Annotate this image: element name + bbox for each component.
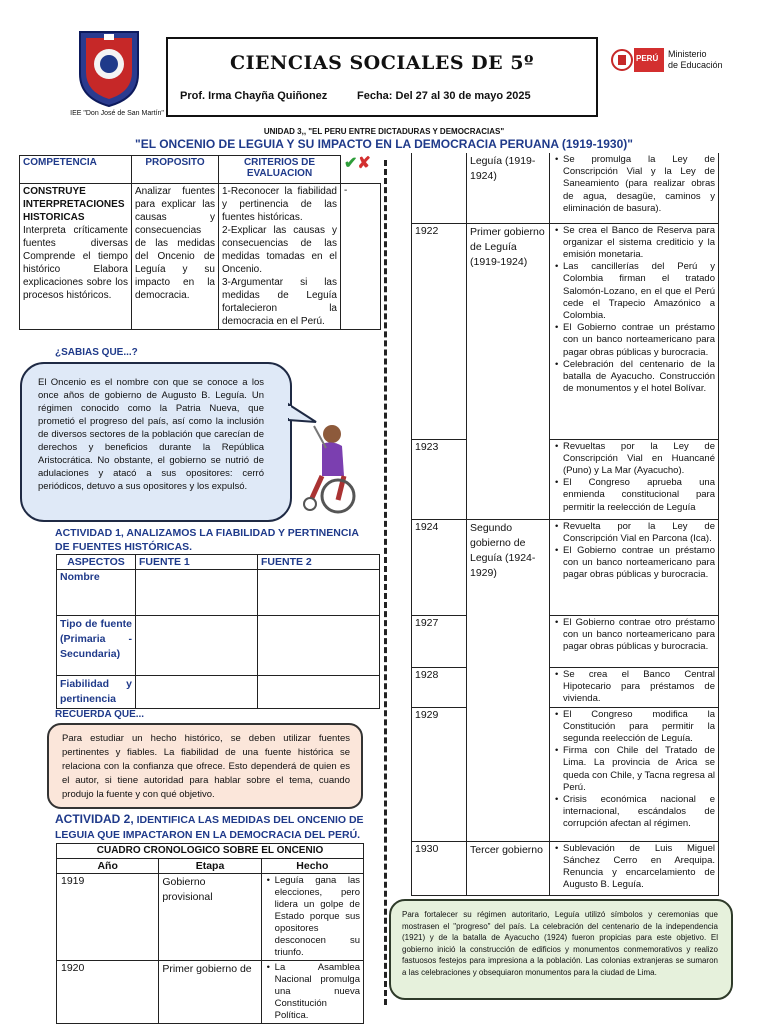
main-title: "EL ONCENIO DE LEGUIA Y SU IMPACTO EN LA DEMOCRACIA PERUANA (1919-1930)" [135,137,633,151]
leguia-wheelchair-illustration [292,418,364,514]
stage-cell [467,667,550,707]
chronology-table-right [411,153,719,896]
recuerda-text: Para estudiar un hecho histórico, se deben utilizar fuentes pertinentes y fiables. La fiabilidad de una fuente histórica se relaciona con la confianza que ofrece. Esto dependerá de quien es el autor, si tiene autoridad para hablar sobre el tema, cuando produjo la fuente y con qué objetivo. [62,733,350,800]
fact-item: • El Gobierno contrae otro préstamo con un banco norteamericano para pagar obras públicas y burocracia. [563,617,715,654]
year-cell: 1922 [412,223,467,439]
cross-icon: ✘ [357,154,371,172]
fact-item: • Revueltas por la Ley de Conscripción Vial en Huancané (Puno) y La Mar (Ayacucho). [563,441,715,478]
header-hecho: Hecho [261,859,363,874]
purpose-text: Analizar fuentes para explicar las causas y consecuencias de las medidas del Oncenio de Leguía y su impacto en la democracia. [132,184,219,330]
year-cell: 1927 [412,615,467,667]
stage-cell: Segundo gobierno de Leguía (1924-1929) [467,519,550,615]
recuerda-heading: RECUERDA QUE... [55,709,145,720]
year-cell: 1929 [412,707,467,841]
fact-item: • El Congreso modifica la Constitución para permitir la segunda reelección de Leguía. [563,709,715,746]
activity1-title: ACTIVIDAD 1, ANALIZAMOS LA FIABILIDAD Y PERTINENCIA DE FUENTES HISTÓRICAS. [55,527,359,553]
check-value: - [341,184,381,330]
header-etapa: Etapa [159,859,261,874]
fact-item: • Las cancillerías del Perú y Colombia firman el tratado Salomón-Lozano, en el que el Perú cede el Trapecio Amazónico a Colombia. [563,261,715,322]
table-row [57,874,364,961]
table-row [412,707,719,841]
school-caption: IEE "Don José de San Martín" [70,110,164,117]
year-cell: 1924 [412,519,467,615]
year-cell: 1919 [57,874,159,961]
nombre-fuente2-cell[interactable] [258,570,380,616]
page-title: CIENCIAS SOCIALES DE 5º [230,52,534,74]
header-fuente2: FUENTE 2 [258,555,380,570]
header-anio: Año [57,859,159,874]
table-row [412,615,719,667]
peru-shield-icon [611,49,633,71]
activity1-table [56,554,380,709]
criteria-text: 1-Reconocer la fiabilidad y pertinencia de las fuentes históricas. 2-Explicar las causas y consecuencias de las medidas tomadas en el Oncenio. 3-Argumentar si las medidas de Leguía fortalecieron la democracia en el Perú. [219,184,341,330]
activity2-title-a: ACTIVIDAD 2, [55,812,134,826]
table-row [412,153,719,223]
tipo-fuente1-cell[interactable] [136,616,258,676]
chronology-table-title: CUADRO CRONOLOGICO SOBRE EL ONCENIO [57,844,364,859]
fact-item: • El Gobierno contrae un préstamo con un banco norteamericano para pagar obras públicas y burocracia. [563,545,715,582]
fact-item: • Leguía gana las elecciones, pero lidera un golpe de Estado porque sus opositores desconocen su triunfo. [275,875,360,959]
fiabilidad-fuente1-cell[interactable] [136,676,258,709]
row-fiabilidad-label: Fiabilidad y pertinencia [57,676,136,709]
table-row [412,223,719,439]
header-proposito: PROPOSITO [132,156,219,184]
year-cell [412,153,467,223]
table-row [412,667,719,707]
stage-cell: Primer gobierno de [159,961,261,1024]
stage-cell [467,707,550,841]
date: Fecha: Del 27 al 30 de mayo 2025 [357,90,531,102]
year-cell: 1928 [412,667,467,707]
stage-cell [467,615,550,667]
stage-cell: Tercer gobierno [467,841,550,895]
check-icon: ✔ [344,154,358,172]
table-row [412,841,719,895]
fact-item: • El Congreso aprueba una enmienda constitucional para permitir la reelección de Leguía [563,477,715,514]
row-nombre-label: Nombre [57,570,136,616]
tipo-fuente2-cell[interactable] [258,616,380,676]
fiabilidad-fuente2-cell[interactable] [258,676,380,709]
sabias-heading: ¿SABIAS QUE...? [55,347,138,358]
fact-item: • Se promulga la Ley de Conscripción Vial y la Ley de Saneamiento (para realizar obras de agua, desagüe, caminos y eliminación de basura). [563,154,715,215]
teacher-name: Prof. Irma Chayña Quiñonez [180,90,328,102]
year-cell: 1930 [412,841,467,895]
row-tipo-label: Tipo de fuente (Primaria - Secundaria) [57,616,136,676]
fact-item: • Se crea el Banco de Reserva para organizar el sistema crediticio y la emisión monetaria. [563,225,715,262]
chronology-table-left [56,843,364,1024]
fact-item: • Firma con Chile del Tratado de Lima. La provincia de Arica se queda con Chile, y Tacna regresa al Perú. [563,745,715,794]
competence-text: Interpreta críticamente fuentes diversas Comprende el tiempo histórico Elabora explicaciones sobre los procesos históricos. [23,225,128,301]
minedu-country: PERÚ [636,54,659,63]
fact-item: • La Asamblea Nacional promulga una nueva Constitución Política. [275,962,360,1022]
header-aspectos: ASPECTOS [57,555,136,570]
sabias-text: El Oncenio es el nombre con que se conoce a los once años de gobierno de Augusto B. Leguía. Un régimen conocido como la Patria Nueva, que prometió el progreso del país, así como la inclusión de diversos sectores de la población que carecían de derechos y beneficios durante la República Aristocrática. No obstante, el gobierno se nutrió de adulaciones y atacó a sus opositores: cerró periódicos, detuvo a sus opositores y los expulsó. [38,377,264,492]
table-row [57,961,364,1024]
column-divider [384,160,387,1005]
fact-item: • Crisis económica nacional e internacional, escándalos de corrupción afectan al régimen. [563,794,715,831]
minedu-line1: Ministerio [668,49,707,59]
table-row [412,439,719,519]
year-cell: 1923 [412,439,467,519]
stage-cell: Gobierno provisional [159,874,261,961]
fact-item: • Se crea el Banco Central Hipotecario para préstamos de vivienda. [563,669,715,706]
fact-item: • Celebración del centenario de la batalla de Ayacucho. Construcción de monumentos y el hotel Bolívar. [563,359,715,396]
year-cell: 1920 [57,961,159,1024]
stage-cell [467,439,550,519]
nombre-fuente1-cell[interactable] [136,570,258,616]
activity2-title [55,812,370,843]
competencies-table [19,155,381,330]
unit-title: UNIDAD 3,, "EL PERU ENTRE DICTADURAS Y DEMOCRACIAS" [263,127,505,136]
note-text: Para fortalecer su régimen autoritario, Leguía utilizó símbolos y ceremonias que mostrasen el "progreso" del país. La celebración del centenario de la independencia (1921) y de la batalla de Ayacucho (1924) fueron propicias para este objetivo. El gobierno inició la construcción de edificios y monumentos conmemorativos y realizo fastuosos festejos para impresiona a la población. Las colonias extranjeras se sumaron a las celebraciones y obsequiaron monumentos para la ciudad de Lima. [402,910,718,977]
header-fuente1: FUENTE 1 [136,555,258,570]
stage-cell: Primer gobierno de Leguía (1919-1924) [467,223,550,439]
minedu-line2: de Educación [668,60,723,70]
title-box [166,37,598,117]
fact-item: • Revuelta por la Ley de Conscripción Vial en Parcona (Ica). [563,521,715,545]
table-row [412,519,719,615]
header-competencia: COMPETENCIA [20,156,132,184]
fact-item: • Sublevación de Luis Miguel Sánchez Cerro en Arequipa. Renuncia y encarcelamiento de Augusto B. Leguía. [563,843,715,892]
competence-title: CONSTRUYE INTERPRETACIONES HISTORICAS [23,186,125,223]
fact-item: • El Gobierno contrae un préstamo con un banco norteamericano para pagar obras públicas y burocracia. [563,322,715,359]
header-criterios: CRITERIOS DE EVALUACION [219,156,341,184]
stage-cell: Leguía (1919-1924) [467,153,550,223]
school-logo [76,28,142,108]
activity2-title-b: IDENTIFICA LAS MEDIDAS DEL ONCENIO DE LEGUIA QUE IMPACTARON EN LA DEMOCRACIA DEL PERÚ. [55,814,364,841]
